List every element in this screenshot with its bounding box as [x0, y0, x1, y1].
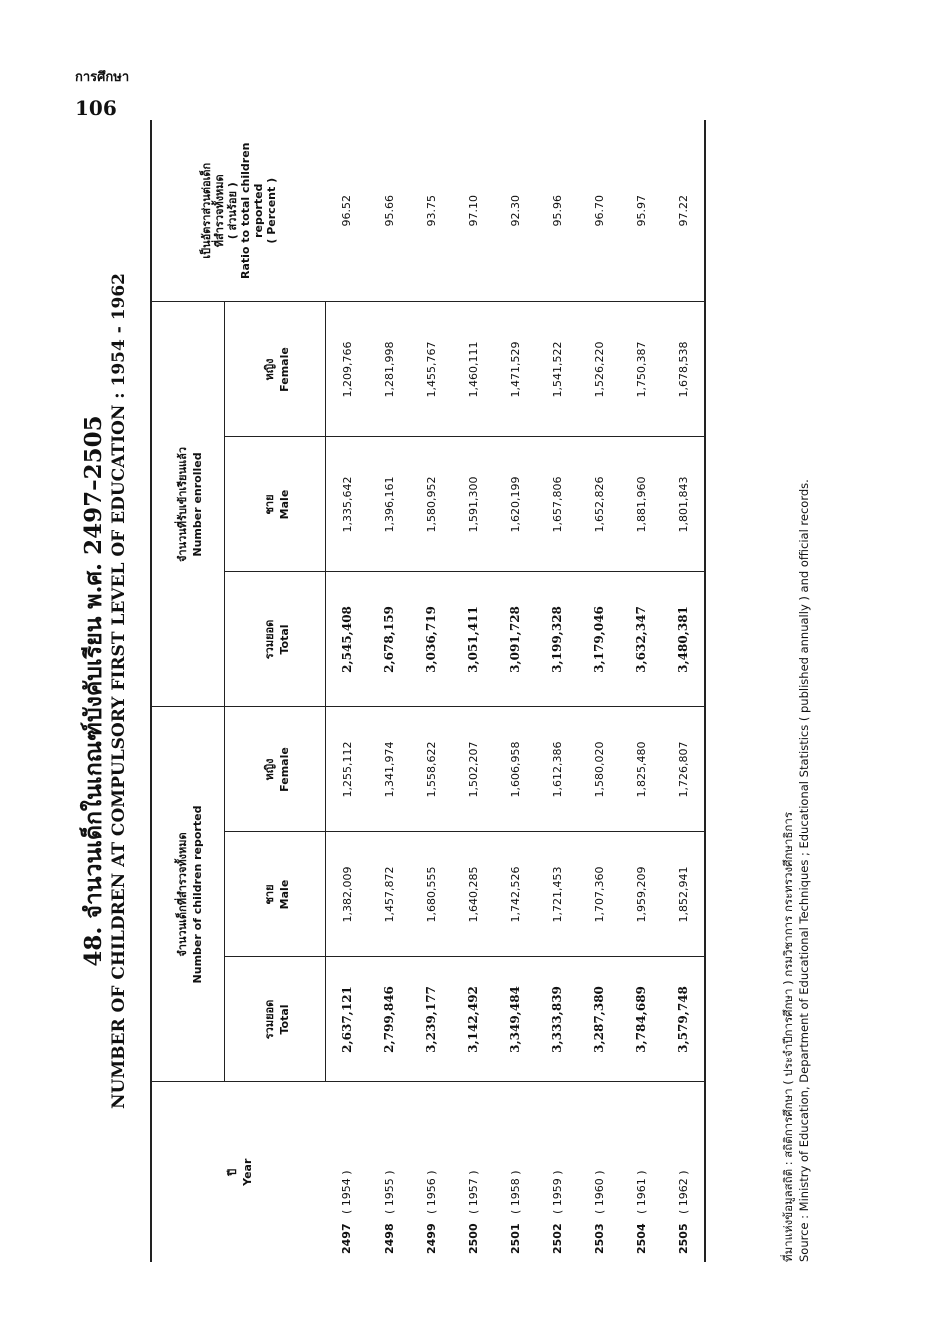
cell-enr-male: 1,396,161 [368, 437, 410, 572]
cell-rep-male: 1,680,555 [410, 832, 452, 957]
cell-rep-total: 3,142,492 [452, 957, 494, 1082]
cell-enr-male: 1,652,826 [578, 437, 620, 572]
year-cell [662, 1082, 705, 1262]
cell-ratio: 96.52 [326, 120, 369, 302]
year-cell [536, 1082, 578, 1262]
table-row [326, 120, 369, 1262]
cell-rep-female: 1,580,020 [578, 707, 620, 832]
title-english: NUMBER OF CHILDREN AT COMPULSORY FIRST LEVEL OF EDUCATION : 1954 - 1962 [109, 272, 129, 1110]
rotated-table-content [80, 120, 840, 1262]
table-row [410, 120, 452, 1262]
rep-female-header: หญิง Female [225, 707, 326, 832]
cell-enr-female: 1,455,767 [410, 302, 452, 437]
year-ad: ( 1956 ) [424, 1170, 438, 1214]
cell-rep-female: 1,726,807 [662, 707, 705, 832]
cell-rep-total: 3,333,839 [536, 957, 578, 1082]
cell-rep-male: 1,707,360 [578, 832, 620, 957]
table-row [494, 120, 536, 1262]
source-note [780, 120, 812, 1262]
cell-enr-total: 2,678,159 [368, 572, 410, 707]
year-be: 2500 [466, 1223, 480, 1254]
cell-enr-male: 1,657,806 [536, 437, 578, 572]
cell-ratio: 96.70 [578, 120, 620, 302]
cell-ratio: 97.22 [662, 120, 705, 302]
year-cell [368, 1082, 410, 1262]
year-be: 2502 [550, 1223, 564, 1254]
cell-rep-female: 1,502,207 [452, 707, 494, 832]
cell-enr-female: 1,678,538 [662, 302, 705, 437]
cell-rep-total: 3,579,748 [662, 957, 705, 1082]
source-thai: ที่มาแห่งข้อมูลสถิติ : สถิติการศึกษา ( ประจำปีการศึกษา ) กรมวิชาการ กระทรวงศึกษาธิการ [781, 811, 795, 1262]
header-group-row [151, 120, 225, 1262]
year-cell [452, 1082, 494, 1262]
cell-enr-male: 1,620,199 [494, 437, 536, 572]
year-header: ปี Year [151, 1082, 326, 1262]
cell-enr-male: 1,580,952 [410, 437, 452, 572]
table-row [368, 120, 410, 1262]
cell-rep-male: 1,852,941 [662, 832, 705, 957]
cell-ratio: 92.30 [494, 120, 536, 302]
table-row [620, 120, 662, 1262]
table-row [578, 120, 620, 1262]
enr-male-header: ชาย Male [225, 437, 326, 572]
year-cell [410, 1082, 452, 1262]
year-ad: ( 1958 ) [508, 1170, 522, 1214]
ratio-header: เป็นอัตราส่วนต่อเด็ก ที่สำรวจทั้งหมด ( ส่วนร้อย ) Ratio to total children reported ( Percent ) [151, 120, 326, 302]
cell-enr-female: 1,541,522 [536, 302, 578, 437]
year-be: 2505 [676, 1223, 690, 1254]
cell-rep-male: 1,721,453 [536, 832, 578, 957]
cell-enr-female: 1,471,529 [494, 302, 536, 437]
page-number: 106 [75, 96, 117, 120]
cell-rep-female: 1,341,974 [368, 707, 410, 832]
cell-rep-female: 1,255,112 [326, 707, 369, 832]
source-english: Source : Ministry of Education, Department of Educational Techniques ; Educational Statistics ( published annually ) and official records. [797, 479, 811, 1262]
cell-enr-male: 1,801,843 [662, 437, 705, 572]
year-ad: ( 1955 ) [382, 1170, 396, 1214]
cell-rep-total: 2,799,846 [368, 957, 410, 1082]
cell-rep-female: 1,606,958 [494, 707, 536, 832]
year-ad: ( 1954 ) [340, 1170, 354, 1214]
cell-ratio: 97.10 [452, 120, 494, 302]
section-label: การศึกษา [75, 70, 130, 85]
year-ad: ( 1959 ) [550, 1170, 564, 1214]
children-table [150, 120, 706, 1262]
year-cell [494, 1082, 536, 1262]
cell-enr-total: 3,632,347 [620, 572, 662, 707]
cell-rep-male: 1,382,009 [326, 832, 369, 957]
cell-rep-total: 3,239,177 [410, 957, 452, 1082]
cell-enr-female: 1,281,998 [368, 302, 410, 437]
cell-enr-total: 2,545,408 [326, 572, 369, 707]
cell-rep-female: 1,825,480 [620, 707, 662, 832]
cell-rep-total: 2,637,121 [326, 957, 369, 1082]
cell-enr-total: 3,199,328 [536, 572, 578, 707]
cell-enr-total: 3,051,411 [452, 572, 494, 707]
cell-enr-total: 3,091,728 [494, 572, 536, 707]
year-be: 2501 [508, 1223, 522, 1254]
year-cell [326, 1082, 369, 1262]
cell-enr-female: 1,750,387 [620, 302, 662, 437]
rep-total-header: รวมยอด Total [225, 957, 326, 1082]
cell-rep-total: 3,349,484 [494, 957, 536, 1082]
year-cell [620, 1082, 662, 1262]
cell-ratio: 93.75 [410, 120, 452, 302]
reported-group-header: จำนวนเด็กที่สำรวจทั้งหมด Number of children reported [151, 707, 225, 1082]
year-ad: ( 1957 ) [466, 1170, 480, 1214]
table-body [326, 120, 706, 1262]
rep-male-header: ชาย Male [225, 832, 326, 957]
cell-enr-female: 1,526,220 [578, 302, 620, 437]
cell-enr-female: 1,460,111 [452, 302, 494, 437]
cell-ratio: 95.96 [536, 120, 578, 302]
cell-enr-male: 1,335,642 [326, 437, 369, 572]
cell-rep-male: 1,640,285 [452, 832, 494, 957]
cell-rep-total: 3,287,380 [578, 957, 620, 1082]
year-ad: ( 1960 ) [592, 1170, 606, 1214]
cell-enr-total: 3,480,381 [662, 572, 705, 707]
cell-rep-female: 1,558,622 [410, 707, 452, 832]
cell-rep-male: 1,959,209 [620, 832, 662, 957]
year-be: 2504 [634, 1223, 648, 1254]
cell-enr-male: 1,591,300 [452, 437, 494, 572]
cell-rep-female: 1,612,386 [536, 707, 578, 832]
year-be: 2503 [592, 1223, 606, 1254]
cell-ratio: 95.66 [368, 120, 410, 302]
enr-total-header: รวมยอด Total [225, 572, 326, 707]
table-row [452, 120, 494, 1262]
cell-ratio: 95.97 [620, 120, 662, 302]
cell-rep-male: 1,457,872 [368, 832, 410, 957]
cell-rep-total: 3,784,689 [620, 957, 662, 1082]
enr-female-header: หญิง Female [225, 302, 326, 437]
enrolled-group-header: จำนวนที่รับเข้าเรียนแล้ว Number enrolled [151, 302, 225, 707]
table-row [536, 120, 578, 1262]
cell-enr-female: 1,209,766 [326, 302, 369, 437]
year-be: 2499 [424, 1223, 438, 1254]
year-be: 2498 [382, 1223, 396, 1254]
cell-rep-male: 1,742,526 [494, 832, 536, 957]
cell-enr-total: 3,036,719 [410, 572, 452, 707]
year-ad: ( 1962 ) [676, 1170, 690, 1214]
year-cell [578, 1082, 620, 1262]
table-title [80, 120, 140, 1262]
cell-enr-total: 3,179,046 [578, 572, 620, 707]
table-row [662, 120, 705, 1262]
year-be: 2497 [340, 1223, 354, 1254]
year-ad: ( 1961 ) [634, 1170, 648, 1214]
title-thai: 48. จำนวนเด็กในเกณฑ์บังคับเรียน พ.ศ. 2497–2505 [80, 415, 107, 967]
cell-enr-male: 1,881,960 [620, 437, 662, 572]
